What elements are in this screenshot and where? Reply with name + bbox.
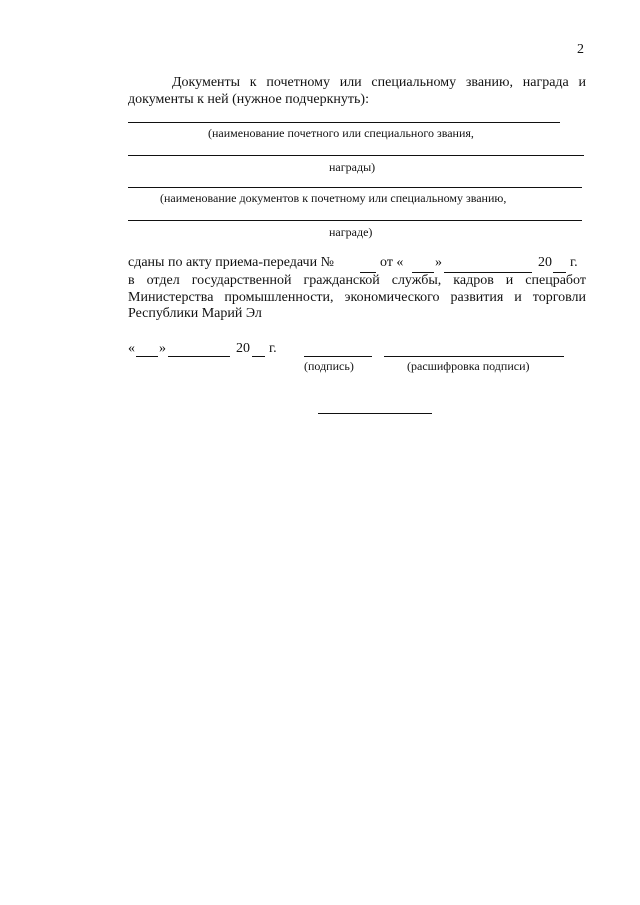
sign-day-blank[interactable] (136, 356, 158, 357)
sign-year-blank[interactable] (252, 356, 265, 357)
signature-decode-caption: (расшифровка подписи) (407, 359, 530, 373)
handover-line-2: в отдел государственной гражданской службы, кадров и спецработ (128, 273, 586, 288)
sign-g: г. (269, 341, 277, 356)
handover-from: от « (380, 255, 404, 270)
title-name-line (128, 122, 560, 123)
docs-name-line (128, 187, 582, 188)
closing-separator (318, 413, 432, 414)
intro-line-1: Документы к почетному или специальному званию, награда и (172, 75, 586, 90)
handover-line-4: Республики Марий Эл (128, 306, 262, 321)
award2-line (128, 220, 582, 221)
handover-year: 20 (538, 255, 552, 270)
sign-open-quote: « (128, 341, 135, 356)
signature-decode-line[interactable] (384, 356, 564, 357)
handover-prefix: сданы по акту приема-передачи № (128, 255, 334, 270)
award2-caption: награде) (329, 225, 373, 239)
signature-caption: (подпись) (304, 359, 354, 373)
handover-g: г. (570, 255, 578, 270)
intro-line-2: документы к ней (нужное подчеркнуть): (128, 92, 369, 107)
docs-name-caption: (наименование документов к почетному или специальному званию, (160, 191, 507, 205)
signature-line[interactable] (304, 356, 372, 357)
award-line (128, 155, 584, 156)
handover-close-quote: » (435, 255, 442, 270)
handover-line-3: Министерства промышленности, экономического развития и торговли (128, 290, 586, 305)
page-number: 2 (577, 42, 584, 57)
title-name-caption: (наименование почетного или специального звания, (208, 126, 474, 140)
award-caption: награды) (329, 160, 376, 174)
sign-close-quote: » (159, 341, 166, 356)
sign-month-blank[interactable] (168, 356, 230, 357)
sign-year: 20 (236, 341, 250, 356)
